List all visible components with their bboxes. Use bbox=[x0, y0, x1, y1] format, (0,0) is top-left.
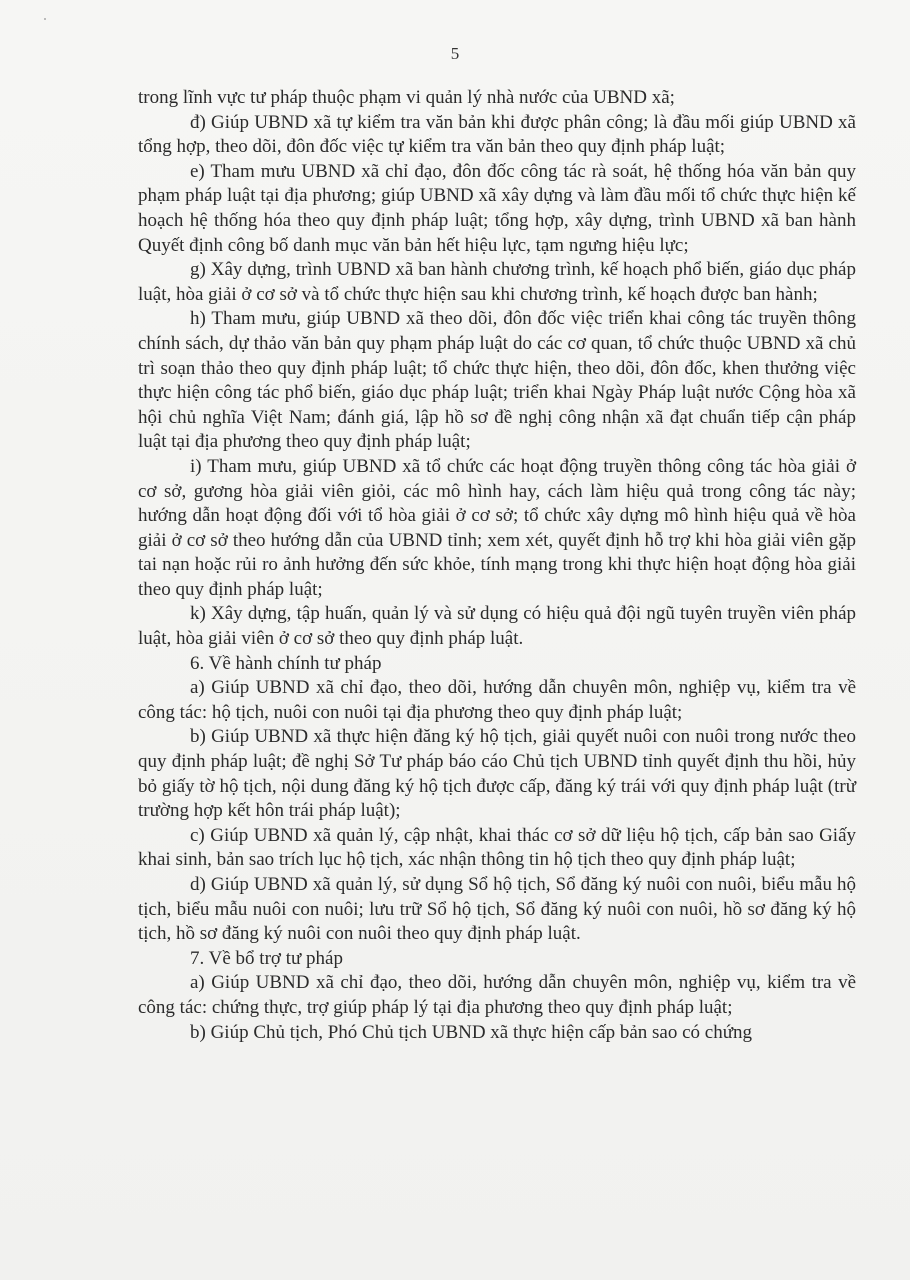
paragraph-item-g: g) Xây dựng, trình UBND xã ban hành chương trình, kế hoạch phổ biến, giáo dục pháp luật, hòa giải ở cơ sở và tổ chức thực hiện sau khi chương trình, kế hoạch được ban hành; bbox=[138, 259, 856, 305]
paragraph-item-e: e) Tham mưu UBND xã chỉ đạo, đôn đốc công tác rà soát, hệ thống hóa văn bản quy phạm pháp luật tại địa phương; giúp UBND xã xây dựng và làm đầu mối tổ chức thực hiện kế hoạch hệ thống hóa theo quy định pháp luật; tổng hợp, xây dựng, trình UBND xã ban hành Quyết định công bố danh mục văn bản hết hiệu lực, tạm ngưng hiệu lực; bbox=[138, 160, 856, 256]
document-body bbox=[138, 86, 856, 1045]
scan-speck bbox=[44, 18, 46, 20]
paragraph-item-7b: b) Giúp Chủ tịch, Phó Chủ tịch UBND xã thực hiện cấp bản sao có chứng bbox=[190, 1021, 753, 1043]
paragraph-item-6d: d) Giúp UBND xã quản lý, sử dụng Sổ hộ tịch, Sổ đăng ký nuôi con nuôi, biểu mẫu hộ tịch, biểu mẫu nuôi con nuôi; lưu trữ Sổ hộ tịch, Sổ đăng ký nuôi con nuôi, hồ sơ đăng ký hộ tịch, hồ sơ đăng ký nuôi con nuôi theo quy định pháp luật. bbox=[138, 874, 856, 945]
paragraph-item-i: i) Tham mưu, giúp UBND xã tổ chức các hoạt động truyền thông công tác hòa giải ở cơ sở, gương hòa giải viên giỏi, các mô hình hay, cách làm hiệu quả trong công tác này; hướng dẫn hoạt động đối với tổ hòa giải ở cơ sở; tổ chức xây dựng mô hình hiệu quả về hòa giải ở cơ sở theo hướng dẫn của UBND tỉnh; xem xét, quyết định hỗ trợ khi hòa giải viên gặp tai nạn hoặc rủi ro ảnh hưởng đến sức khỏe, tính mạng trong khi thực hiện hoạt động hòa giải theo quy định pháp luật; bbox=[138, 455, 856, 600]
paragraph-item-6c: c) Giúp UBND xã quản lý, cập nhật, khai thác cơ sở dữ liệu hộ tịch, cấp bản sao Giấy khai sinh, bản sao trích lục hộ tịch, xác nhận thông tin hộ tịch theo quy định pháp luật; bbox=[138, 824, 856, 871]
paragraph-item-6a: a) Giúp UBND xã chỉ đạo, theo dõi, hướng dẫn chuyên môn, nghiệp vụ, kiểm tra về công tác: hộ tịch, nuôi con nuôi tại địa phương theo quy định pháp luật; bbox=[138, 677, 856, 723]
paragraph-item-dd: đ) Giúp UBND xã tự kiểm tra văn bản khi được phân công; là đầu mối giúp UBND xã tổng hợp, theo dõi, đôn đốc việc tự kiểm tra văn bản theo quy định pháp luật; bbox=[138, 111, 856, 158]
paragraph-item-k: k) Xây dựng, tập huấn, quản lý và sử dụng có hiệu quả đội ngũ tuyên truyền viên pháp luật, hòa giải viên ở cơ sở theo quy định pháp luật. bbox=[138, 603, 856, 650]
paragraph-item-h: h) Tham mưu, giúp UBND xã theo dõi, đôn đốc việc triển khai công tác truyền thông chính sách, dự thảo văn bản quy phạm pháp luật do các cơ quan, tổ chức thuộc UBND xã chủ trì soạn thảo theo quy định pháp luật; tổ chức thực hiện, theo dõi, đôn đốc, khen thưởng việc thực hiện công tác phổ biến, giáo dục pháp luật; triển khai Ngày Pháp luật nước Cộng hòa xã hội chủ nghĩa Việt Nam; đánh giá, lập hồ sơ đề nghị công nhận xã đạt chuẩn tiếp cận pháp luật tại địa phương theo quy định pháp luật; bbox=[138, 308, 856, 453]
section-heading-7: 7. Về bổ trợ tư pháp bbox=[190, 947, 343, 969]
paragraph-continuation: trong lĩnh vực tư pháp thuộc phạm vi quản lý nhà nước của UBND xã; bbox=[138, 87, 675, 108]
paragraph-item-6b: b) Giúp UBND xã thực hiện đăng ký hộ tịch, giải quyết nuôi con nuôi trong nước theo quy định pháp luật; đề nghị Sở Tư pháp báo cáo Chủ tịch UBND tỉnh quyết định thu hồi, hủy bỏ giấy tờ hộ tịch, nội dung đăng ký hộ tịch được cấp, đăng ký trái với quy định pháp luật (trừ trường hợp kết hôn trái pháp luật); bbox=[138, 726, 856, 822]
page-number: 5 bbox=[450, 44, 460, 63]
section-heading-6: 6. Về hành chính tư pháp bbox=[190, 652, 382, 674]
paragraph-item-7a: a) Giúp UBND xã chỉ đạo, theo dõi, hướng dẫn chuyên môn, nghiệp vụ, kiểm tra về công tác: chứng thực, trợ giúp pháp lý tại địa phương theo quy định pháp luật; bbox=[138, 972, 856, 1018]
